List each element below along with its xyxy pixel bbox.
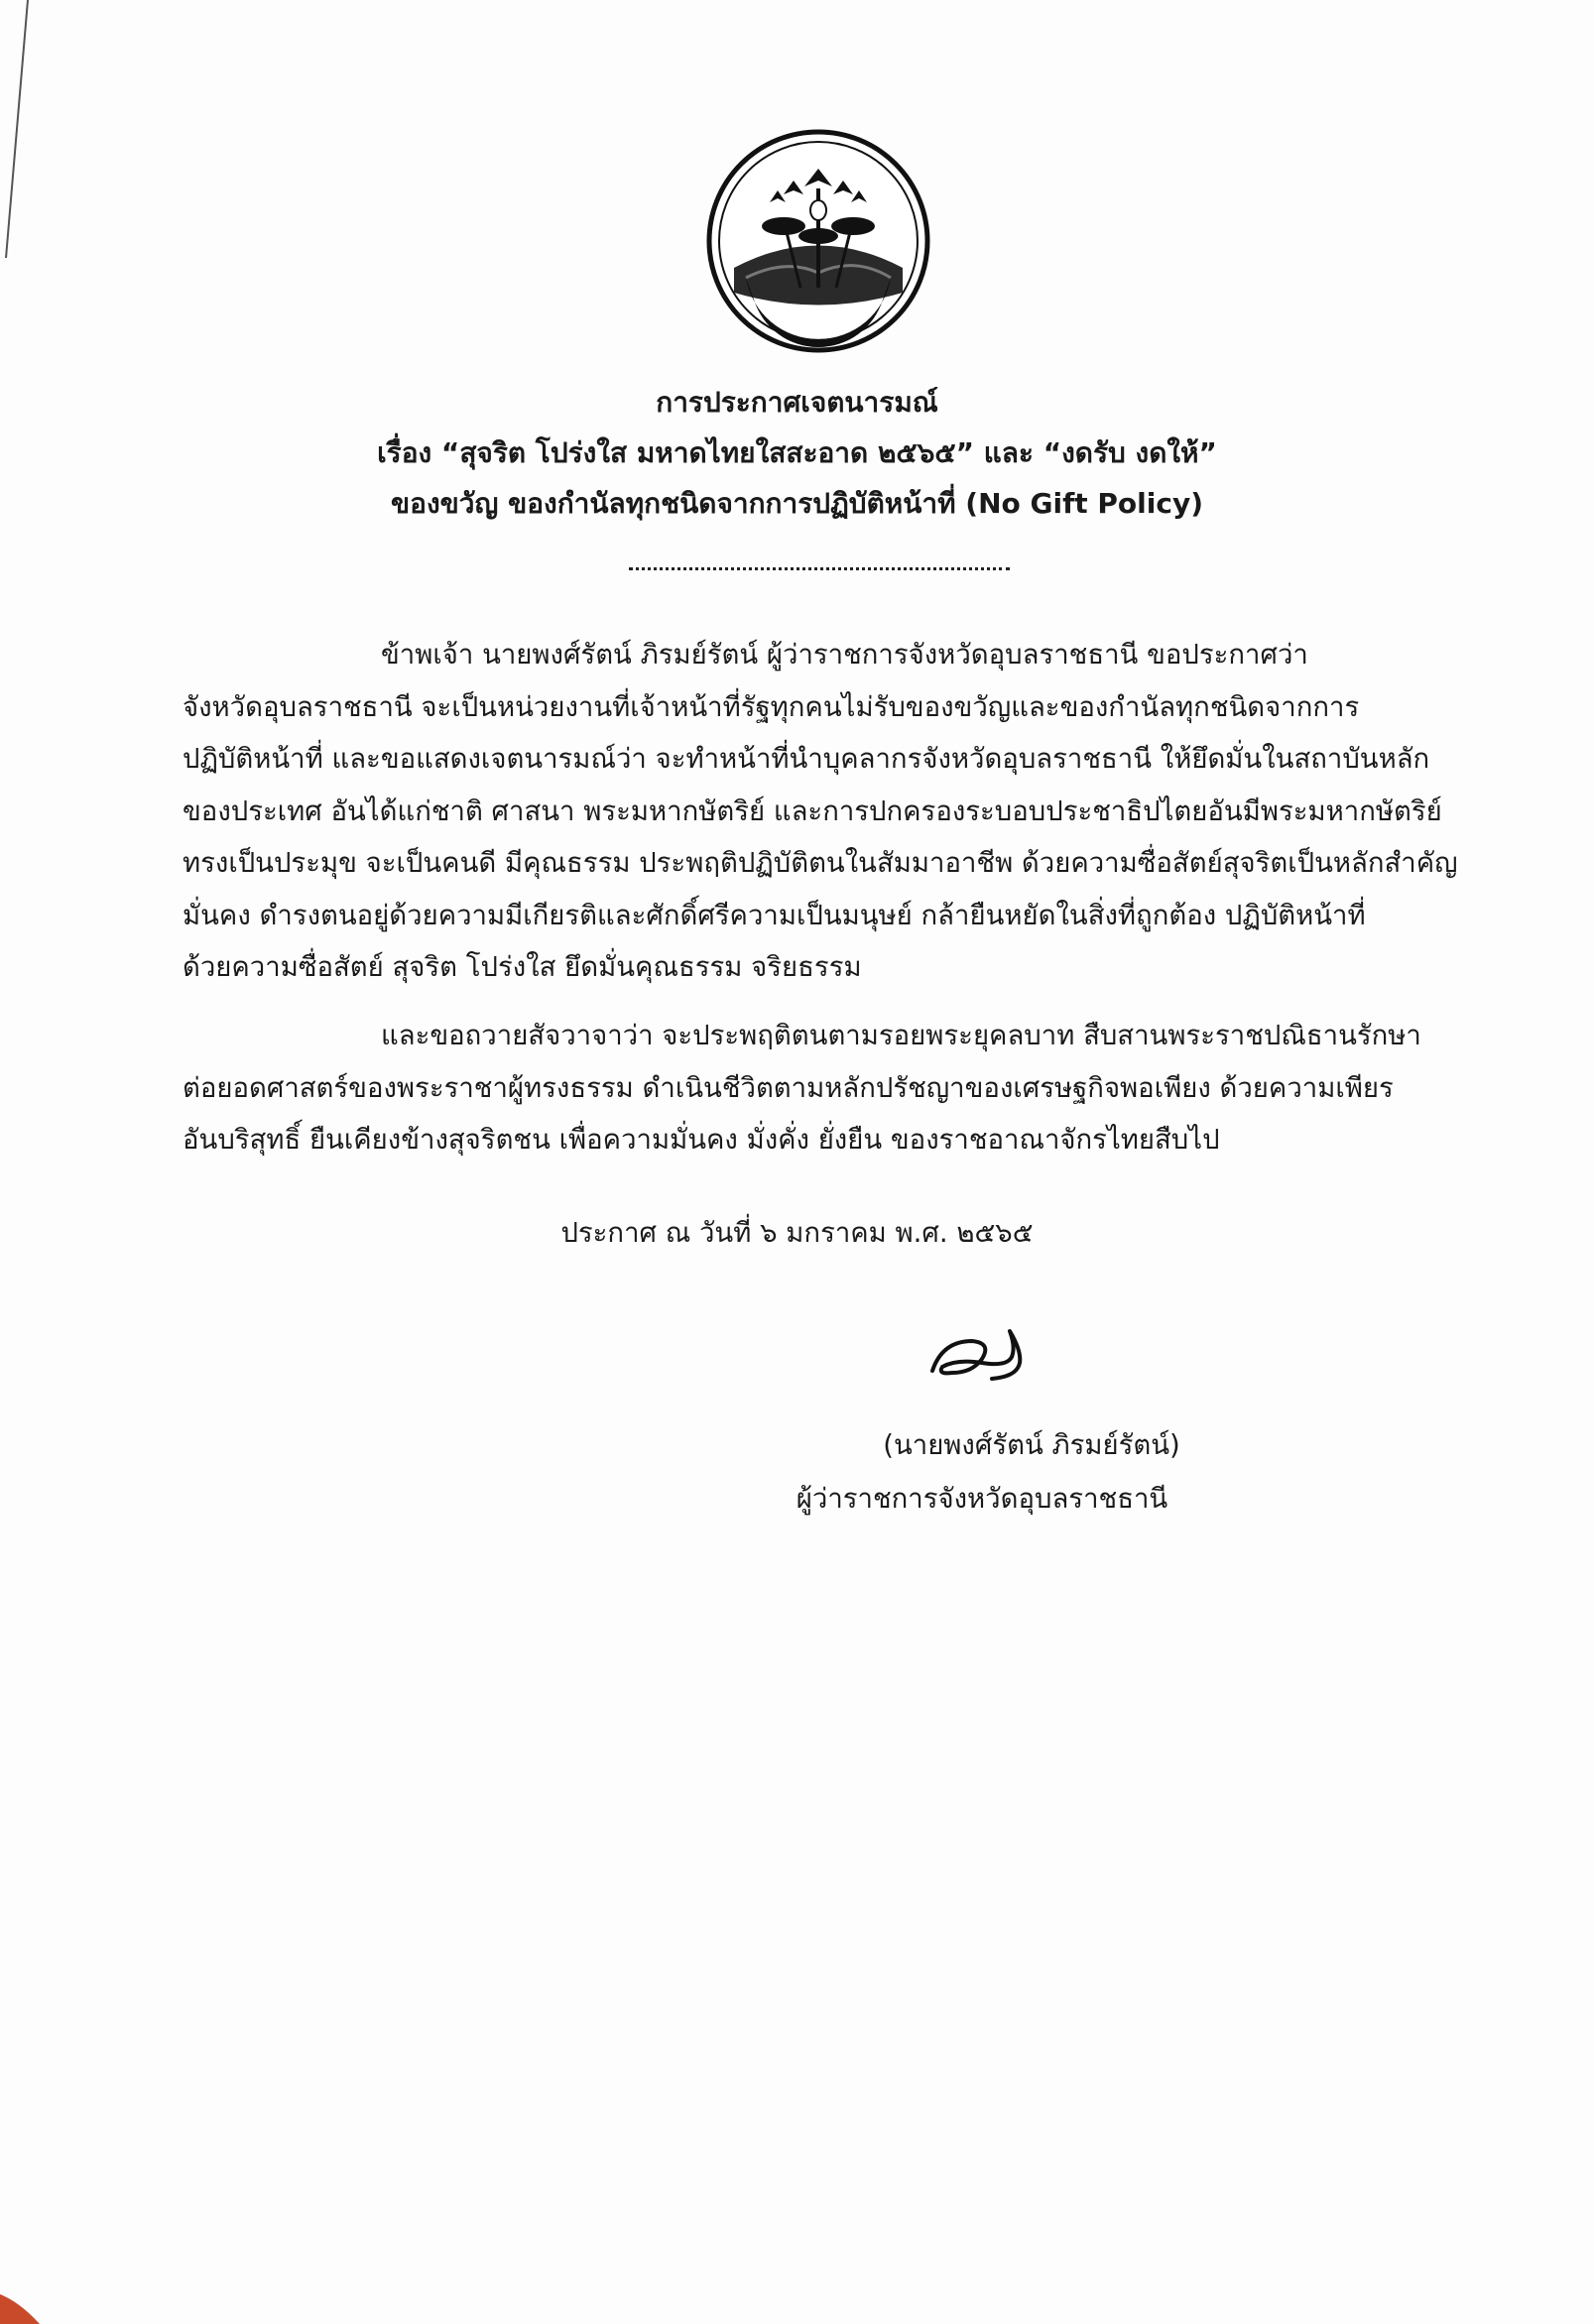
provincial-seal-icon xyxy=(706,129,930,353)
paragraph-vow xyxy=(183,1010,1462,1166)
signer-name: (นายพงศ์รัตน์ ภิรมย์รัตน์) xyxy=(883,1429,1180,1461)
announcement-date: ประกาศ ณ วันที่ ๖ มกราคม พ.ศ. ๒๕๖๕ xyxy=(560,1217,1034,1249)
header-subject: เรื่อง “สุจริต โปร่งใส มหาดไทยใสสะอาด ๒๕๖๕” และ “งดรับ งดให้” xyxy=(377,436,1217,469)
paragraph-line: ปฏิบัติหน้าที่ และขอแสดงเจตนารมณ์ว่า จะทำหน้าที่นำบุคลากรจังหวัดอุบลราชธานี ให้ยึดมั่นในสถาบันหลัก xyxy=(183,743,1430,775)
paragraph-line: มั่นคง ดำรงตนอยู่ด้วยความมีเกียรติและศักดิ์ศรีความเป็นมนุษย์ กล้ายืนหยัดในสิ่งที่ถูกต้อง ปฏิบัติหน้าที่ xyxy=(183,899,1366,931)
paragraph-line: ต่อยอดศาสตร์ของพระราชาผู้ทรงธรรม ดำเนินชีวิตตามหลักปรัชญาของเศรษฐกิจพอเพียง ด้วยความเพียร xyxy=(183,1071,1394,1104)
signer-position: ผู้ว่าราชการจังหวัดอุบลราชธานี xyxy=(796,1483,1168,1515)
paragraph-line: ของประเทศ อันได้แก่ชาติ ศาสนา พระมหากษัตริย์ และการปกครองระบอบประชาธิปไตยอันมีพระมหากษัตริย์ xyxy=(183,795,1442,827)
paragraph-line: ข้าพเจ้า นายพงศ์รัตน์ ภิรมย์รัตน์ ผู้ว่าราชการจังหวัดอุบลราชธานี ขอประกาศว่า xyxy=(381,639,1308,671)
paragraph-line: และขอถวายสัจวาจาว่า จะประพฤติตนตามรอยพระยุคลบาท สืบสานพระราชปณิธานรักษา xyxy=(381,1020,1421,1051)
header-divider xyxy=(629,567,1010,570)
paragraph-line: อันบริสุทธิ์ ยืนเคียงข้างสุจริตชน เพื่อความมั่นคง มั่งคั่ง ยั่งยืน ของราชอาณาจักรไทยสืบไป xyxy=(183,1124,1220,1156)
handwritten-signature xyxy=(913,1301,1071,1401)
scan-corner-mark xyxy=(0,2284,69,2324)
header-subject-continued: ของขวัญ ของกำนัลทุกชนิดจากการปฏิบัติหน้าที่ (No Gift Policy) xyxy=(391,487,1203,520)
paragraph-line: ทรงเป็นประมุข จะเป็นคนดี มีคุณธรรม ประพฤติปฏิบัติตนในสัมมาอาชีพ ด้วยความซื่อสัตย์สุจริตเป็นหลักสำคัญ xyxy=(183,847,1458,879)
paragraph-declaration xyxy=(183,629,1462,994)
scan-edge-mark xyxy=(0,0,40,298)
header-title: การประกาศเจตนารมณ์ xyxy=(656,386,938,419)
paragraph-line: จังหวัดอุบลราชธานี จะเป็นหน่วยงานที่เจ้าหน้าที่รัฐทุกคนไม่รับของขวัญและของกำนัลทุกชนิดจากการ xyxy=(183,690,1360,723)
paragraph-line: ด้วยความซื่อสัตย์ สุจริต โปร่งใส ยึดมั่นคุณธรรม จริยธรรม xyxy=(183,951,862,983)
